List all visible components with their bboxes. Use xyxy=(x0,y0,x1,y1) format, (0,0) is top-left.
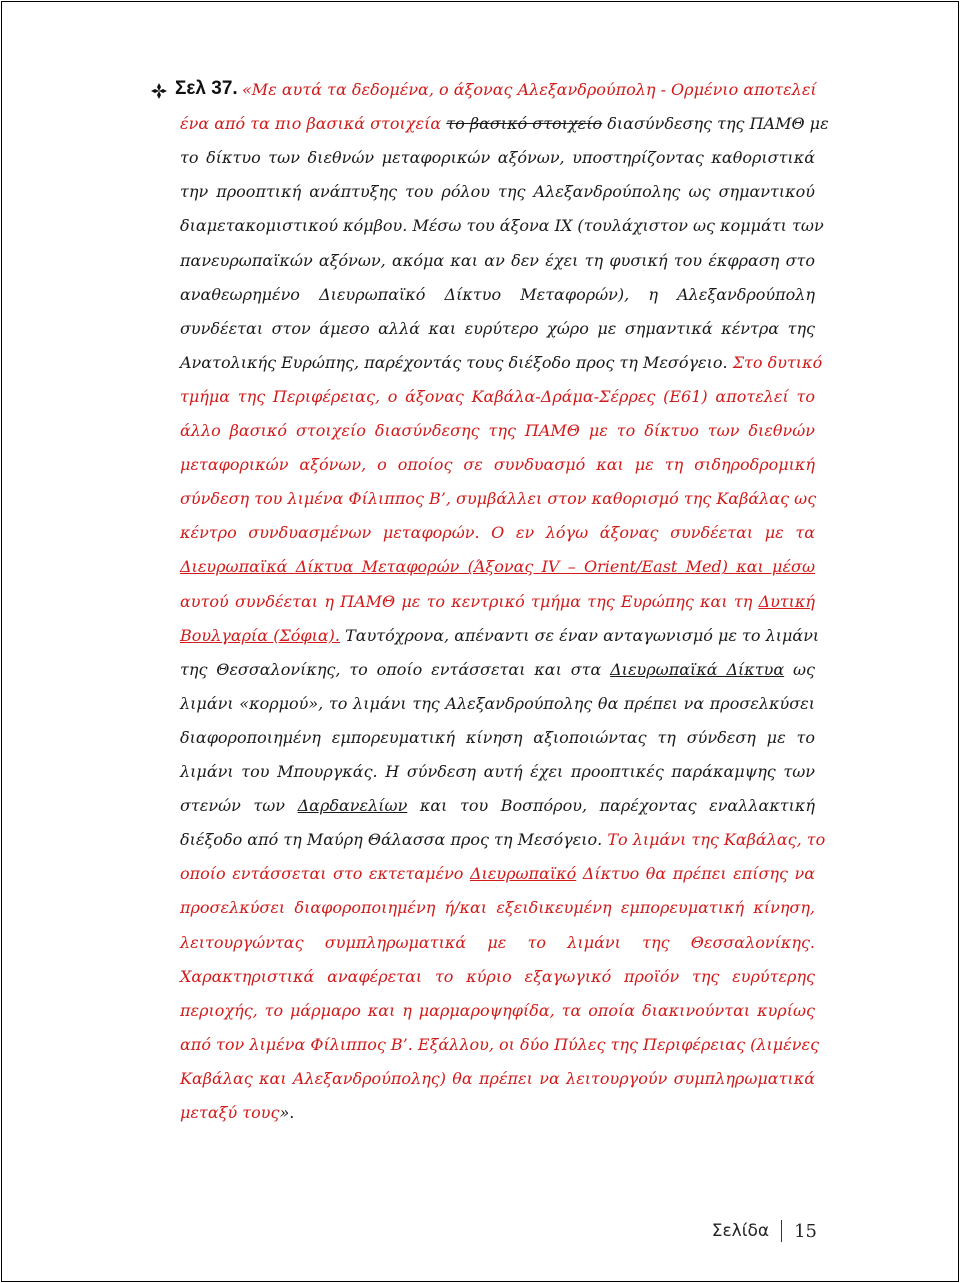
diamond-bullet-icon xyxy=(150,82,168,100)
text-segment: το δίκτυο των διεθνών μεταφορικών αξόνων, υποστηρίζοντας καθοριστικά xyxy=(180,148,815,168)
text-segment: κέντρο συνδυασμένων μεταφορών. Ο εν λόγω άξονας συνδέεται με τα xyxy=(180,523,815,543)
text-segment: Βουλγαρία (Σόφια). xyxy=(180,625,340,645)
page-footer xyxy=(712,1218,817,1244)
text-line xyxy=(180,965,815,989)
text-line xyxy=(180,351,823,375)
page-word: Σελίδα xyxy=(711,1221,770,1241)
text-segment: προσελκύσει διαφοροποιημένη ή/και εξειδικευμένη εμπορευματική κίνηση, xyxy=(180,898,815,918)
footer-divider xyxy=(781,1220,782,1242)
text-line xyxy=(180,726,815,750)
text-segment: Διευρωπαϊκά Δίκτυα Μεταφορών (Άξονας IV – Orient/East Med) και μέσω xyxy=(180,557,815,577)
text-segment: λιμάνι «κορμού», το λιμάνι της Αλεξανδρούπολης θα πρέπει να προσελκύσει xyxy=(180,693,815,713)
text-segment: Δίκτυο θα πρέπει επίσης να xyxy=(576,864,816,884)
text-line xyxy=(180,112,829,136)
text-segment: Στο δυτικό xyxy=(732,352,823,372)
text-line xyxy=(180,794,815,818)
text-segment: της Θεσσαλονίκης, το οποίο εντάσσεται και στα xyxy=(180,659,611,679)
text-segment: Χαρακτηριστικά αναφέρεται το κύριο εξαγωγικό προϊόν της ευρύτερης xyxy=(180,966,815,986)
text-segment: διαφοροποιημένη εμπορευματική κίνηση αξιοποιώντας τη σύνδεση με το xyxy=(180,727,815,747)
text-segment: Ταυτόχρονα, απέναντι σε έναν ανταγωνισμό με το λιμάνι xyxy=(340,625,820,645)
text-line xyxy=(180,624,820,648)
text-segment: λιμάνι του Μπουργκάς. Η σύνδεση αυτή έχει προοπτικές παράκαμψης των xyxy=(180,762,815,781)
text-line xyxy=(180,180,815,204)
text-segment: περιοχής, το μάρμαρο και η μαρμαροψηφίδα, τα οποία διακινούνται κυρίως xyxy=(180,1000,815,1020)
text-segment: Ανατολικής Ευρώπης, παρέχοντάς τους διέξοδο προς τη Μεσόγειο. xyxy=(180,352,733,372)
text-segment: λειτουργώντας συμπληρωματικά με το λιμάνι της Θεσσαλονίκης. xyxy=(180,932,815,952)
text-segment: από τον λιμένα Φίλιππος Β’. Εξάλλου, οι δύο Πύλες της Περιφέρειας (λιμένες xyxy=(180,1034,820,1054)
text-line xyxy=(180,1067,815,1091)
text-line xyxy=(180,419,815,443)
text-line xyxy=(180,760,815,784)
text-segment: και του Βοσπόρου, παρέχοντας εναλλακτική xyxy=(407,796,816,816)
text-segment: τμήμα της Περιφέρειας, ο άξονας Καβάλα-Δράμα-Σέρρες (Ε61) αποτελεί το xyxy=(180,386,815,406)
text-line xyxy=(180,862,815,886)
text-segment: συνδέεται στον άμεσο αλλά και ευρύτερο χώρο με σημαντικά κέντρα της xyxy=(180,318,815,338)
text-segment: ένα από τα πιο βασικά στοιχεία xyxy=(180,114,447,134)
text-segment: Διευρωπαϊκό xyxy=(469,864,577,884)
text-segment: το βασικό στοιχείο xyxy=(446,114,603,134)
text-line xyxy=(180,896,815,920)
text-segment: Δυτική xyxy=(758,591,815,611)
text-line xyxy=(180,385,815,409)
reference-label: Σελ 37. xyxy=(175,78,238,99)
text-segment: «Με αυτά τα δεδομένα, ο άξονας Αλεξανδρούπολη - Ορμένιο αποτελεί xyxy=(242,80,817,99)
text-segment: διέξοδο από τη Μαύρη Θάλασσα προς τη Μεσόγειο. xyxy=(180,830,608,850)
text-segment: την προοπτική ανάπτυξης του ρόλου της Αλεξανδρούπολης ως σημαντικού xyxy=(180,182,815,202)
text-line xyxy=(180,317,815,341)
page-number: 15 xyxy=(794,1220,817,1242)
text-line xyxy=(180,658,815,682)
text-segment: ». xyxy=(279,1103,295,1122)
text-line xyxy=(180,1033,820,1057)
text-line xyxy=(180,999,815,1023)
text-segment: Καβάλας και Αλεξανδρούπολης) θα πρέπει να λειτουργούν συμπληρωματικά xyxy=(180,1068,815,1088)
text-segment: αυτού συνδέεται η ΠΑΜΘ με το κεντρικό τμήμα της Ευρώπης και τη xyxy=(180,591,759,611)
text-segment: πανευρωπαϊκών αξόνων, ακόμα και αν δεν έχει τη φυσική του έκφραση στο xyxy=(180,250,815,270)
text-line xyxy=(180,249,815,273)
text-segment: διασύνδεσης της ΠΑΜΘ με xyxy=(602,114,829,134)
text-segment: άλλο βασικό στοιχείο διασύνδεσης της ΠΑΜΘ με το δίκτυο των διεθνών xyxy=(180,421,815,440)
text-segment: μεταφορικών αξόνων, ο οποίος σε συνδυασμό και με τη σιδηροδρομική xyxy=(180,455,815,475)
text-segment: αναθεωρημένο Διευρωπαϊκό Δίκτυο Μεταφορών), η Αλεξανδρούπολη xyxy=(180,284,815,304)
text-segment: Μέσω του άξονα ΙΧ (τουλάχιστον ως κομμάτι των xyxy=(412,216,824,236)
text-line xyxy=(180,453,815,477)
text-line xyxy=(180,487,815,511)
text-line xyxy=(180,214,824,238)
text-segment: διαμετακομιστικού κόμβου. xyxy=(180,216,413,236)
text-segment: οποίο εντάσσεται στο εκτεταμένο xyxy=(180,864,470,884)
text-line xyxy=(180,555,815,579)
text-segment: Το λιμάνι της Καβάλας, το xyxy=(607,830,826,850)
text-line xyxy=(180,521,815,545)
text-segment: μεταξύ τους xyxy=(180,1103,280,1122)
text-segment: σύνδεση του λιμένα Φίλιππος Β’, συμβάλλει στον καθορισμό της Καβάλας ως xyxy=(180,489,817,509)
text-line xyxy=(180,931,815,955)
text-segment: ως xyxy=(784,659,815,679)
text-segment: Δαρδανελίων xyxy=(297,796,408,816)
text-line xyxy=(180,590,815,614)
text-line xyxy=(180,146,815,170)
text-line xyxy=(180,828,826,852)
text-line xyxy=(180,1101,294,1125)
text-segment: στενών των xyxy=(180,796,298,816)
text-segment: Διευρωπαϊκά Δίκτυα xyxy=(610,659,785,679)
text-line xyxy=(180,283,815,307)
text-line xyxy=(180,692,815,716)
text-line xyxy=(242,78,817,102)
